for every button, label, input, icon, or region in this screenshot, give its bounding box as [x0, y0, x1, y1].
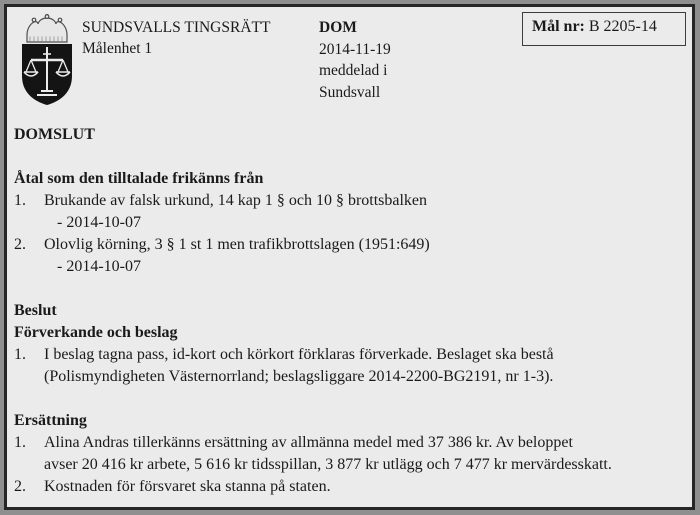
royal-crown-icon: [27, 14, 67, 42]
acquittal-item: [14, 234, 686, 256]
court-identity-block: [82, 17, 270, 59]
case-number-label: Mål nr:: [532, 18, 585, 35]
forverkande-subheading: Förverkande och beslag: [14, 324, 178, 341]
court-unit: Målenhet 1: [82, 40, 153, 57]
doc-issued-place: Sundsvall: [319, 83, 381, 101]
item-offence-date: - 2014-10-07: [57, 214, 141, 231]
item-text: Brukande av falsk urkund, 14 kap 1 § och 10 § brottsbalken: [44, 192, 428, 209]
case-number-box: [522, 12, 686, 46]
ersattning-heading: Ersättning: [14, 412, 87, 429]
item-number: 1.: [14, 346, 26, 363]
beslut-item: [14, 344, 686, 366]
item-offence-date: - 2014-10-07: [57, 258, 141, 275]
item-text-line1: I beslag tagna pass, id-kort och körkort förklaras förverkade. Beslaget ska bestå: [44, 346, 554, 363]
item-text: Olovlig körning, 3 § 1 st 1 men trafikbrottslagen (1951:649): [44, 236, 430, 253]
judgment-body: [14, 124, 686, 498]
item-text-line2: avser 20 416 kr arbete, 5 616 kr tidsspillan, 3 877 kr utlägg och 7 477 kr mervärdesskatt.: [44, 456, 612, 473]
item-text-line1: Alina Andras tillerkänns ersättning av allmänna medel med 37 386 kr. Av beloppet: [44, 434, 573, 451]
item-text-line1: Kostnaden för försvaret ska stanna på staten.: [44, 478, 331, 495]
doc-issued-label: meddelad i: [319, 62, 388, 79]
item-number: 2.: [14, 236, 26, 253]
item-number: 1.: [14, 192, 26, 209]
ersattning-item: [14, 476, 686, 498]
judgment-meta-block: [319, 17, 391, 103]
case-number-value: B 2205-14: [584, 18, 657, 35]
document-page: [4, 4, 695, 510]
item-number: 1.: [14, 434, 26, 451]
acquittal-heading: Åtal som den tilltalade frikänns från: [14, 170, 264, 187]
doc-date: 2014-11-19: [319, 40, 391, 58]
item-text-line2: (Polismyndigheten Västernorrland; beslagsliggare 2014-2200-BG2191, nr 1-3).: [44, 368, 554, 385]
ersattning-item: [14, 432, 686, 454]
court-name: SUNDSVALLS TINGSRÄTT: [82, 19, 271, 36]
court-coat-of-arms-icon: [18, 14, 76, 106]
acquittal-item: [14, 190, 686, 212]
item-number: 2.: [14, 478, 26, 495]
doc-type: DOM: [319, 19, 357, 36]
beslut-heading: Beslut: [14, 302, 57, 319]
section-title-domslut: DOMSLUT: [14, 126, 95, 143]
